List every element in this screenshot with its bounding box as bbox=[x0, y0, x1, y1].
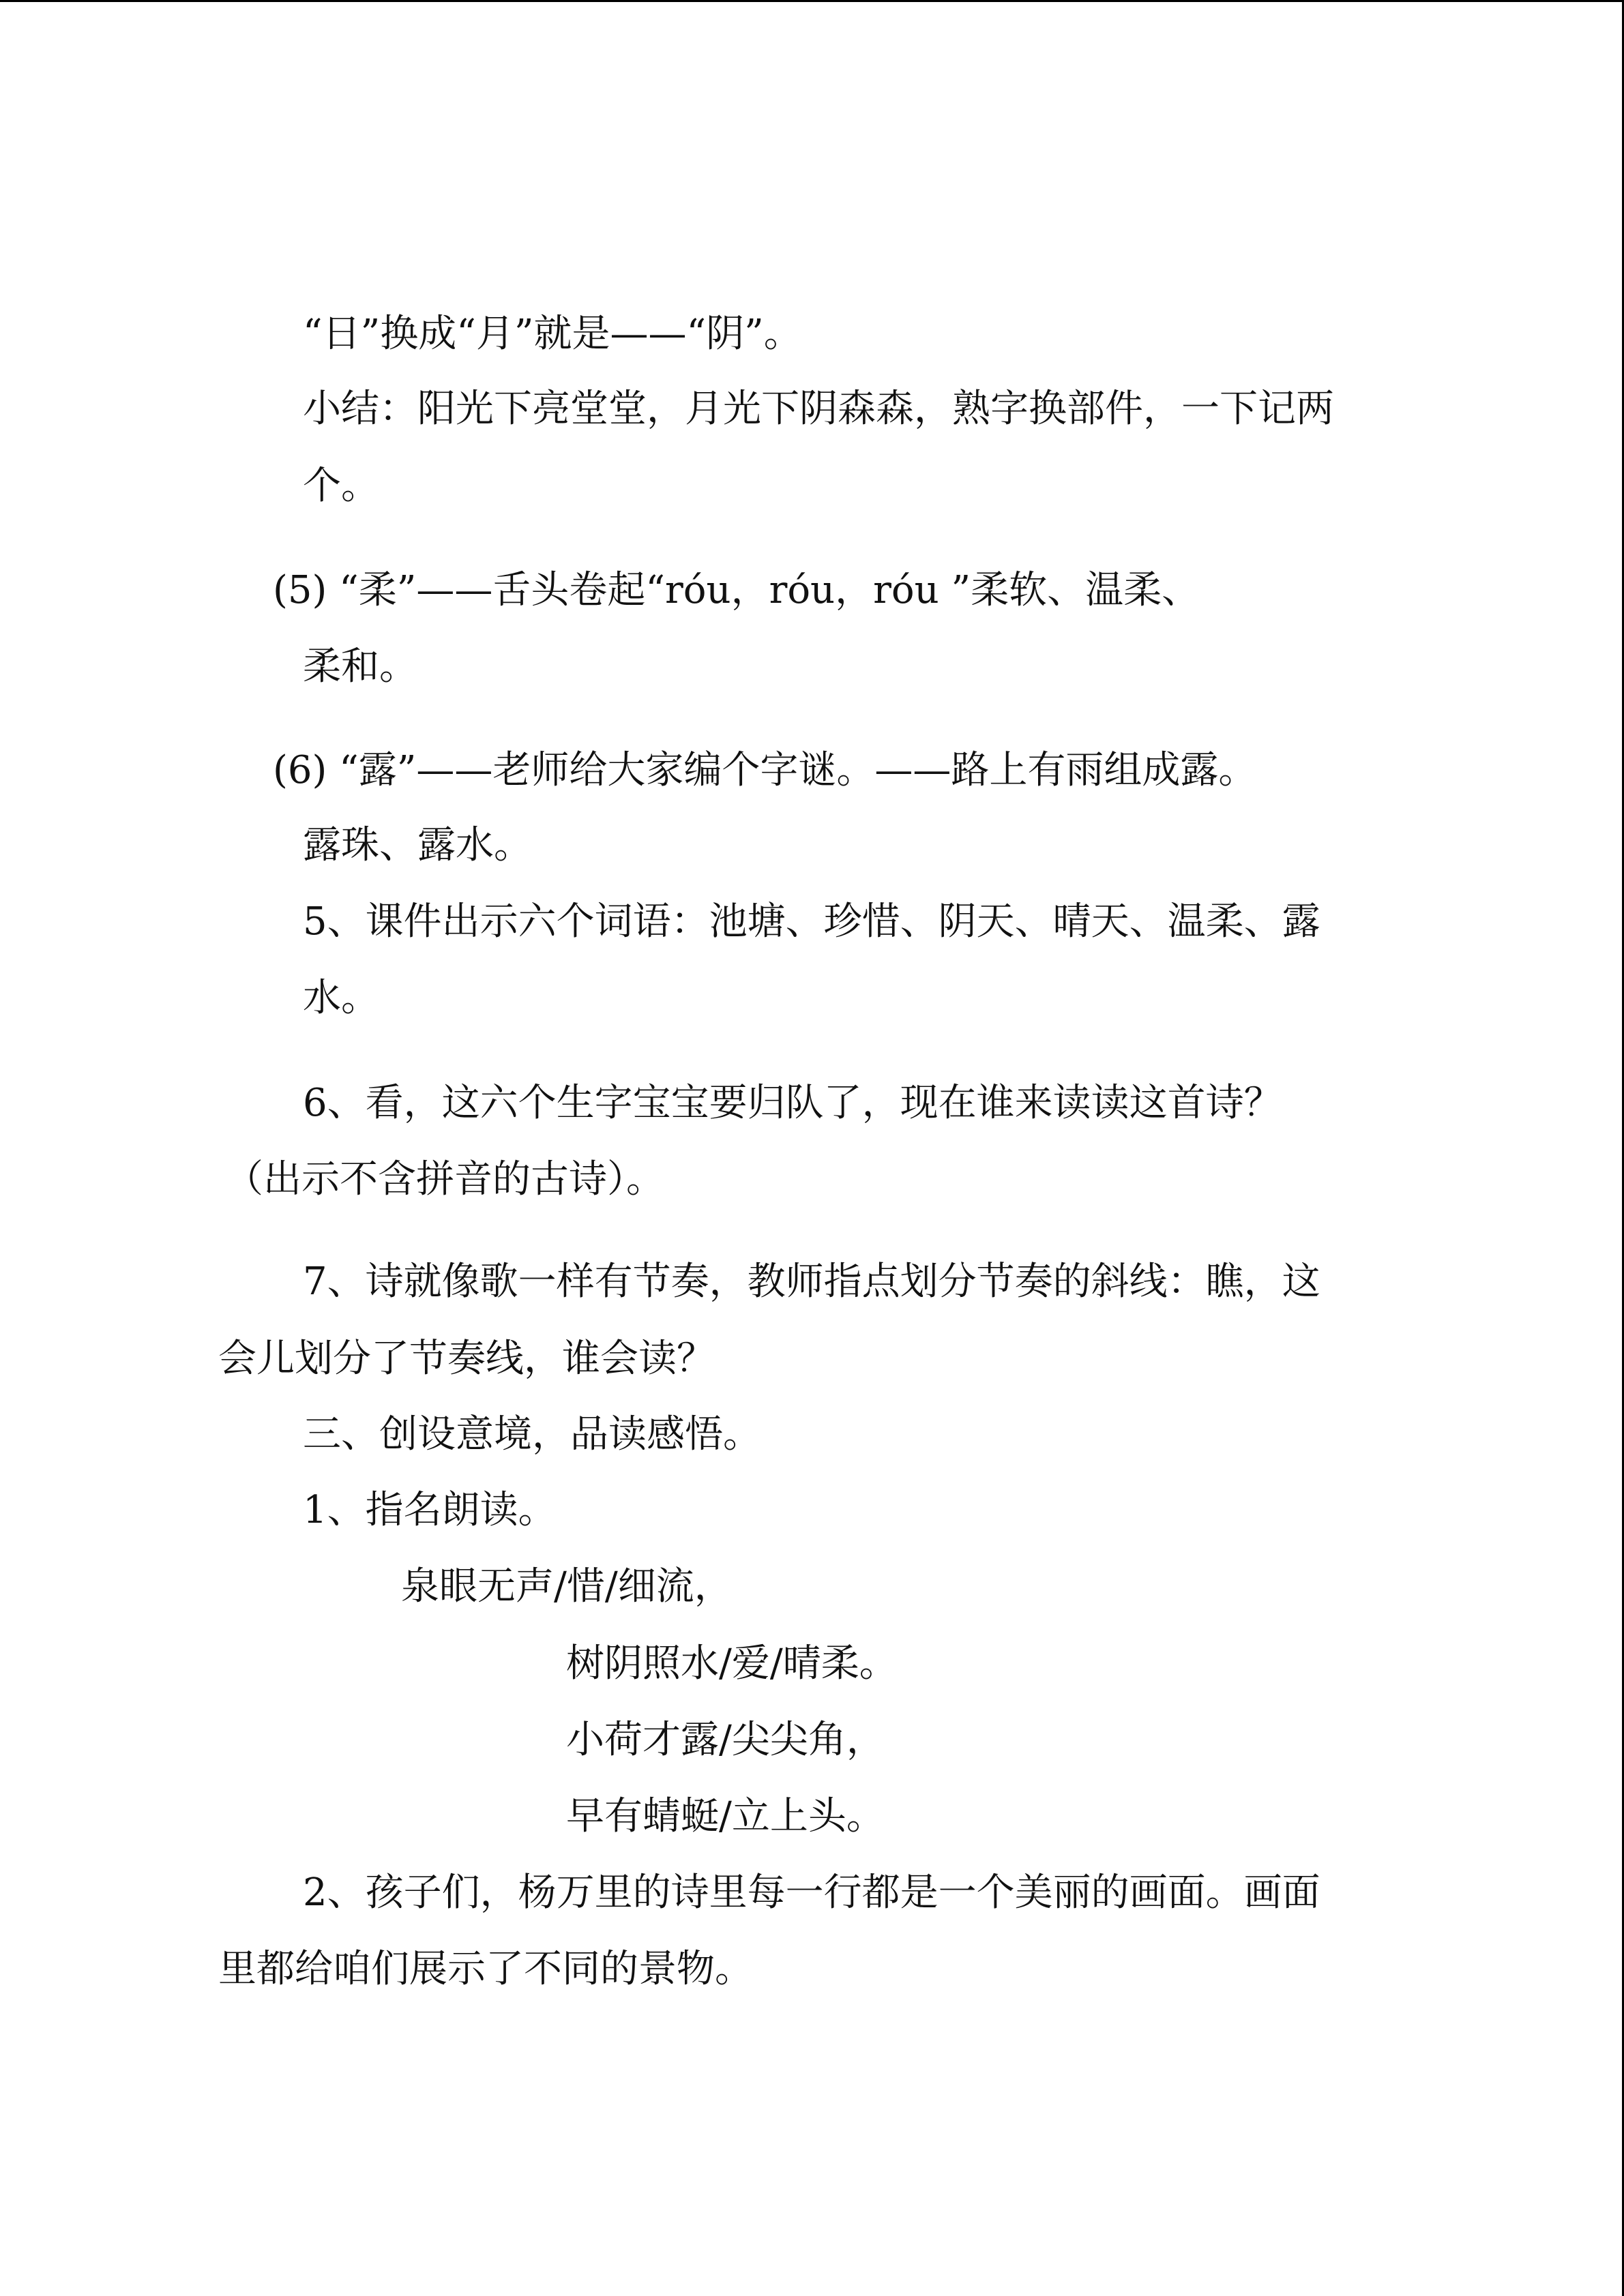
text-line: 个。 bbox=[303, 464, 379, 508]
poem-line: 树阴照水/爱/晴柔。 bbox=[566, 1641, 898, 1686]
poem-line: 泉眼无声/惜/细流， bbox=[401, 1564, 733, 1609]
text-line: 会儿划分了节奏线，谁会读？ bbox=[218, 1337, 715, 1381]
poem-line: 小荷才露/尖尖角， bbox=[566, 1718, 885, 1762]
text-line: (5) “柔”——舌头卷起“róu，róu，róu ”柔软、温柔、 bbox=[273, 568, 1200, 612]
text-line: 1、指名朗读。 bbox=[303, 1488, 557, 1532]
page-top-border bbox=[0, 0, 1624, 2]
poem-line: 早有蜻蜓/立上头。 bbox=[566, 1794, 885, 1838]
text-line: “日”换成“月”就是——“阴”。 bbox=[303, 312, 802, 356]
text-line: （出示不含拼音的古诗）。 bbox=[225, 1157, 664, 1202]
text-line: 小结：阳光下亮堂堂，月光下阴森森，熟字换部件，一下记两 bbox=[303, 387, 1334, 431]
text-line: 三、创设意境，品读感悟。 bbox=[303, 1412, 761, 1457]
text-line: 5、课件出示六个词语：池塘、珍惜、阴天、晴天、温柔、露 bbox=[303, 899, 1320, 944]
text-line: 里都给咱们展示了不同的景物。 bbox=[218, 1947, 753, 1991]
text-line: 2、孩子们，杨万里的诗里每一行都是一个美丽的画面。画面 bbox=[303, 1870, 1320, 1915]
text-line: 水。 bbox=[303, 976, 379, 1020]
text-line: 柔和。 bbox=[303, 644, 417, 689]
text-line: 6、看，这六个生字宝宝要归队了，现在谁来读读这首诗？ bbox=[303, 1081, 1282, 1125]
text-line: 露珠、露水。 bbox=[303, 823, 532, 867]
text-line: 7、诗就像歌一样有节奏，教师指点划分节奏的斜线：瞧，这 bbox=[303, 1259, 1320, 1304]
text-line: (6) “露”——老师给大家编个字谜。——路上有雨组成露。 bbox=[273, 748, 1257, 792]
